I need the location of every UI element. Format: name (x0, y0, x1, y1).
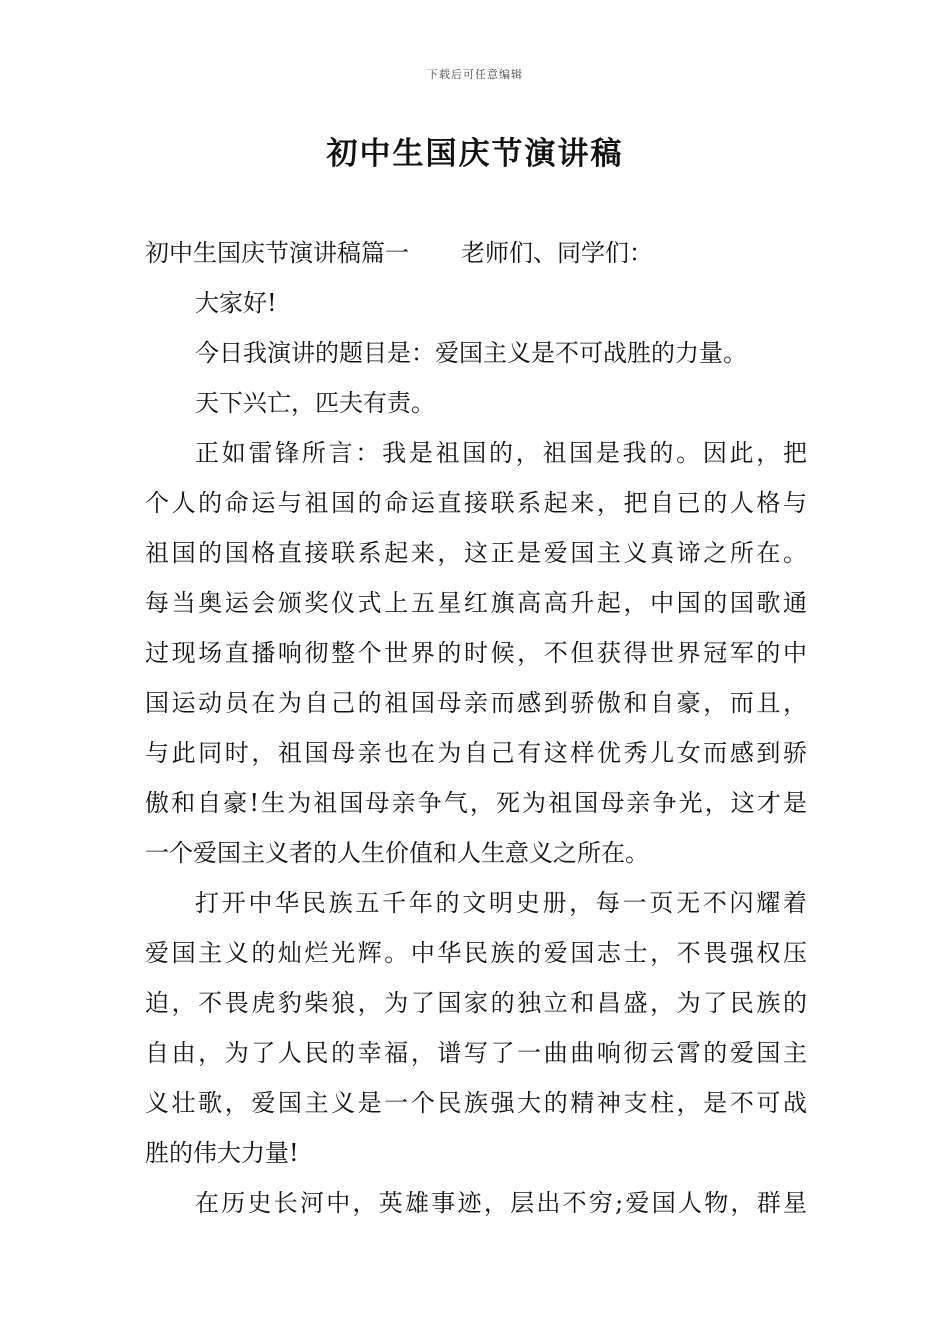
salutation: 老师们、同学们： (461, 239, 653, 267)
paragraph-line: 过现场直播响彻整个世界的时候，不但获得世界冠军的中 (145, 639, 807, 667)
paragraph-line: 天下兴亡，匹夫有责。 (195, 389, 435, 417)
paragraph-line: 每当奥运会颁奖仪式上五星红旗高高升起，中国的国歌通 (145, 589, 807, 617)
paragraph-line: 与此同时，祖国母亲也在为自己有这样优秀儿女而感到骄 (145, 739, 807, 767)
paragraph-line: 今日我演讲的题目是：爱国主义是不可战胜的力量。 (195, 339, 747, 367)
document-body (145, 228, 807, 1228)
paragraph-line: 义壮歌，爱国主义是一个民族强大的精神支柱，是不可战 (145, 1089, 807, 1117)
paragraph-line: 祖国的国格直接联系起来，这正是爱国主义真谛之所在。 (145, 539, 807, 567)
paragraph-line: 国运动员在为自己的祖国母亲而感到骄傲和自豪，而且， (145, 689, 807, 717)
section-heading: 初中生国庆节演讲稿篇一 (145, 239, 409, 267)
paragraph-line: 傲和自豪!生为祖国母亲争气，死为祖国母亲争光，这才是 (145, 789, 807, 817)
paragraph-line: 一个爱国主义者的人生价值和人生意义之所在。 (145, 839, 649, 867)
page-title: 初中生国庆节演讲稿 (326, 136, 624, 172)
paragraph-line: 自由，为了人民的幸福，谱写了一曲曲响彻云霄的爱国主 (145, 1039, 807, 1067)
paragraph-line: 大家好! (195, 289, 277, 317)
paragraph-line: 迫，不畏虎豹柴狼，为了国家的独立和昌盛，为了民族的 (145, 989, 807, 1017)
paragraph-line: 在历史长河中，英雄事迹，层出不穷;爱国人物，群星 (195, 1189, 807, 1217)
header-note: 下载后可任意编辑 (427, 68, 523, 81)
paragraph-line: 正如雷锋所言：我是祖国的，祖国是我的。因此，把 (195, 439, 807, 467)
paragraph-line: 个人的命运与祖国的命运直接联系起来，把自已的人格与 (145, 489, 807, 517)
intro-line (145, 228, 807, 278)
paragraph-line: 胜的伟大力量! (145, 1139, 299, 1167)
paragraph-line: 打开中华民族五千年的文明史册，每一页无不闪耀着 (195, 889, 807, 917)
paragraph-line: 爱国主义的灿烂光辉。中华民族的爱国志士，不畏强权压 (145, 939, 807, 967)
